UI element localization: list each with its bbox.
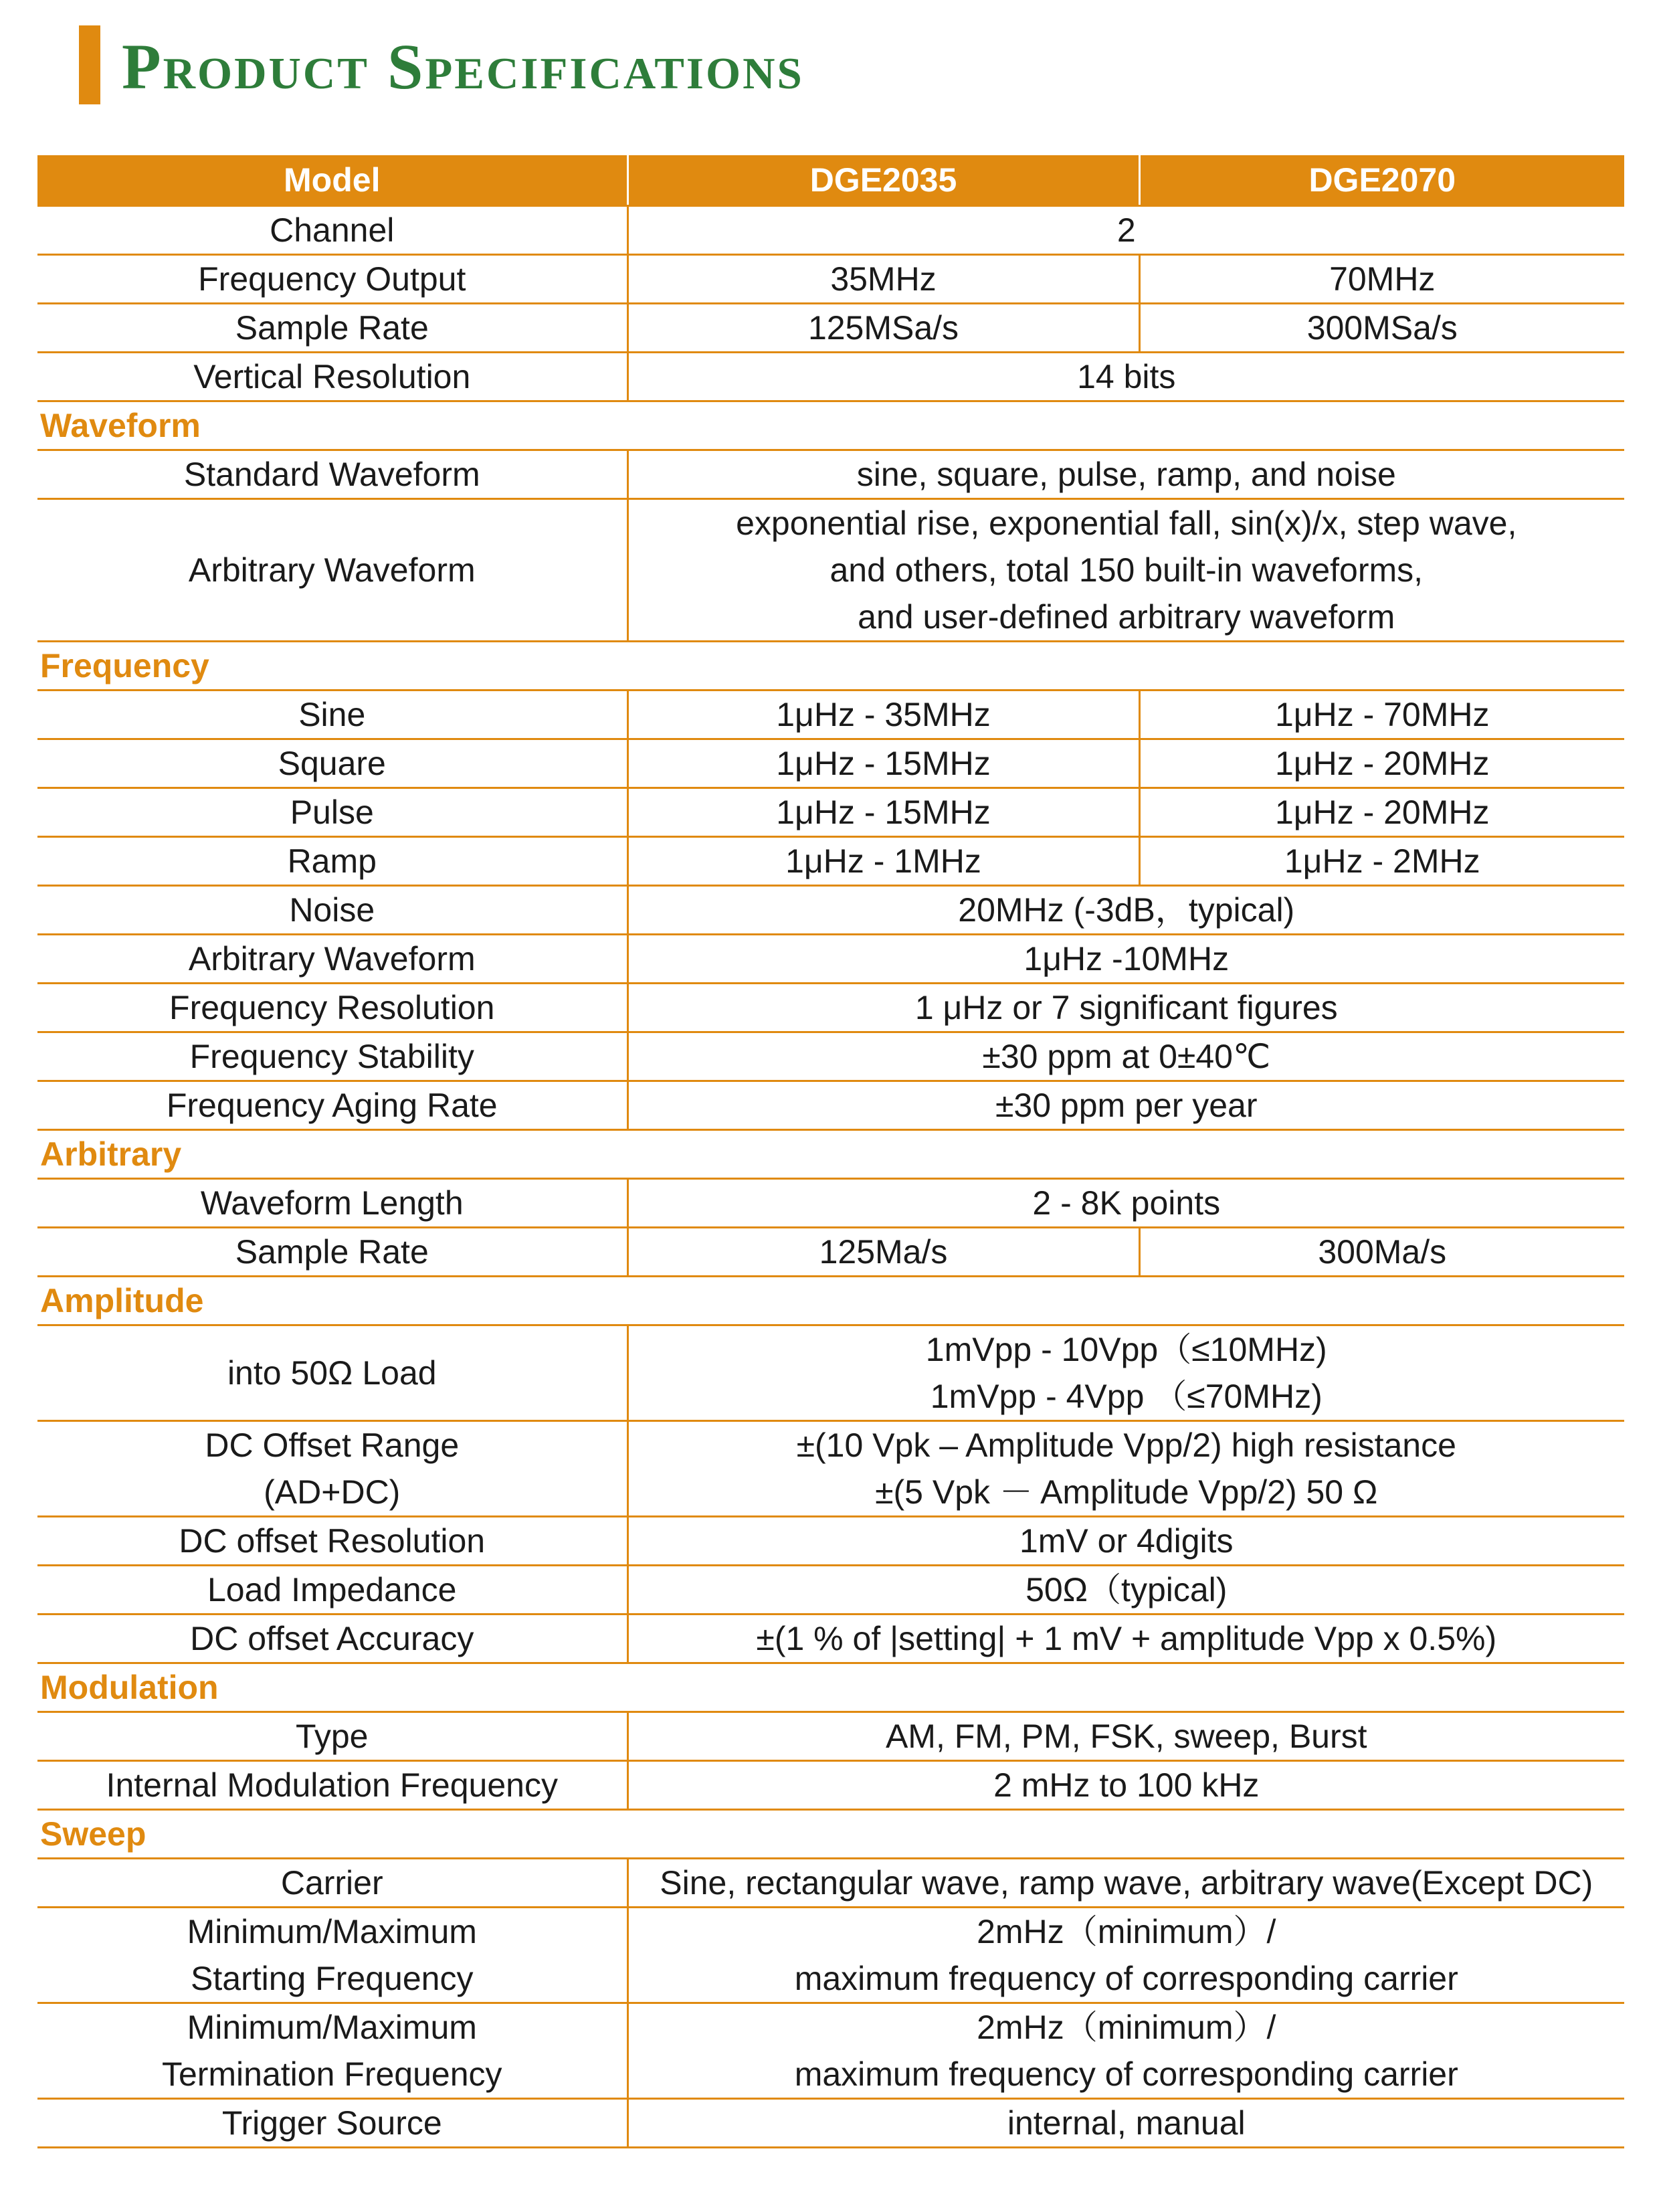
- header-model: Model: [37, 155, 627, 206]
- value-line: ±(5 Vpk － Amplitude Vpp/2) 50 Ω: [875, 1473, 1378, 1511]
- row-value-dge2070: 1μHz - 20MHz: [1139, 739, 1624, 788]
- row-value: internal, manual: [627, 2099, 1624, 2148]
- row-value-dge2070: 300MSa/s: [1139, 304, 1624, 353]
- value-line: maximum frequency of corresponding carrier: [794, 1960, 1458, 1997]
- row-value-dge2035: 1μHz - 15MHz: [627, 739, 1139, 788]
- table-row: [37, 2003, 1624, 2099]
- row-label: [37, 2003, 627, 2099]
- table-row: [37, 1615, 1624, 1663]
- row-value: [627, 1908, 1624, 2003]
- row-label: Frequency Output: [37, 255, 627, 304]
- value-line: maximum frequency of corresponding carrier: [794, 2055, 1458, 2093]
- row-value: sine, square, pulse, ramp, and noise: [627, 450, 1624, 499]
- section-row: [37, 1663, 1624, 1712]
- row-label: Carrier: [37, 1859, 627, 1908]
- section-heading-waveform: Waveform: [37, 401, 1624, 450]
- section-heading-frequency: Frequency: [37, 642, 1624, 690]
- row-value-dge2035: 35MHz: [627, 255, 1139, 304]
- row-value: [627, 499, 1624, 642]
- table-row: [37, 690, 1624, 739]
- table-row: [37, 1325, 1624, 1421]
- row-label: Waveform Length: [37, 1179, 627, 1228]
- value-line: 1mVpp - 10Vpp（≤10MHz): [925, 1331, 1327, 1368]
- row-label: Sine: [37, 690, 627, 739]
- row-label: Frequency Resolution: [37, 984, 627, 1032]
- label-line: Minimum/Maximum: [187, 2009, 477, 2046]
- row-value: 1μHz -10MHz: [627, 935, 1624, 984]
- row-label: Standard Waveform: [37, 450, 627, 499]
- value-line: and others, total 150 built-in waveforms,: [830, 551, 1424, 589]
- table-row: [37, 935, 1624, 984]
- header-row: [37, 155, 1624, 206]
- row-label: Frequency Stability: [37, 1032, 627, 1081]
- table-row: [37, 255, 1624, 304]
- section-row: [37, 1277, 1624, 1325]
- section-row: [37, 1810, 1624, 1859]
- table-row: [37, 304, 1624, 353]
- row-label: Channel: [37, 206, 627, 255]
- value-line: 2mHz（minimum）/: [977, 1913, 1276, 1950]
- header-dge2035: DGE2035: [627, 155, 1139, 206]
- row-value: ±30 ppm at 0±40℃: [627, 1032, 1624, 1081]
- row-value: ±(1 % of |setting| + 1 mV + amplitude Vpp x 0.5%): [627, 1615, 1624, 1663]
- value-line: and user-defined arbitrary waveform: [858, 598, 1395, 636]
- row-value: Sine, rectangular wave, ramp wave, arbitrary wave(Except DC): [627, 1859, 1624, 1908]
- row-value-dge2070: 1μHz - 70MHz: [1139, 690, 1624, 739]
- label-line: Minimum/Maximum: [187, 1913, 477, 1950]
- value-line: ±(10 Vpk – Amplitude Vpp/2) high resistance: [796, 1426, 1456, 1464]
- table-row: [37, 984, 1624, 1032]
- table-row: [37, 1032, 1624, 1081]
- row-value: 50Ω（typical): [627, 1566, 1624, 1615]
- row-value-dge2070: 1μHz - 2MHz: [1139, 837, 1624, 886]
- table-row: [37, 1179, 1624, 1228]
- row-label: Sample Rate: [37, 1228, 627, 1277]
- table-row: [37, 353, 1624, 401]
- label-line: (AD+DC): [264, 1473, 401, 1511]
- table-row: [37, 1566, 1624, 1615]
- row-label: Type: [37, 1712, 627, 1761]
- row-label: Pulse: [37, 788, 627, 837]
- section-row: [37, 1130, 1624, 1179]
- row-value-dge2035: 1μHz - 35MHz: [627, 690, 1139, 739]
- row-label: Sample Rate: [37, 304, 627, 353]
- table-row: [37, 1081, 1624, 1130]
- row-value: 20MHz (-3dB，typical): [627, 886, 1624, 935]
- row-value-dge2035: 125MSa/s: [627, 304, 1139, 353]
- table-row: [37, 1228, 1624, 1277]
- table-row: [37, 788, 1624, 837]
- row-label: Load Impedance: [37, 1566, 627, 1615]
- row-value: 2 - 8K points: [627, 1179, 1624, 1228]
- header-dge2070: DGE2070: [1139, 155, 1624, 206]
- row-label: Internal Modulation Frequency: [37, 1761, 627, 1810]
- table-row: [37, 1712, 1624, 1761]
- row-value: 14 bits: [627, 353, 1624, 401]
- row-label: Frequency Aging Rate: [37, 1081, 627, 1130]
- row-value-dge2070: 70MHz: [1139, 255, 1624, 304]
- row-value: [627, 1325, 1624, 1421]
- label-line: Termination Frequency: [161, 2055, 502, 2093]
- table-row: [37, 1761, 1624, 1810]
- table-row: [37, 739, 1624, 788]
- row-value-dge2035: 1μHz - 15MHz: [627, 788, 1139, 837]
- row-label: Square: [37, 739, 627, 788]
- row-label: [37, 1908, 627, 2003]
- row-value-dge2035: 125Ma/s: [627, 1228, 1139, 1277]
- table-row: [37, 499, 1624, 642]
- row-value: ±30 ppm per year: [627, 1081, 1624, 1130]
- row-value: 2: [627, 206, 1624, 255]
- row-label: DC offset Resolution: [37, 1517, 627, 1566]
- table-row: [37, 1421, 1624, 1517]
- table-row: [37, 1859, 1624, 1908]
- table-row: [37, 1908, 1624, 2003]
- label-line: Starting Frequency: [191, 1960, 474, 1997]
- row-label: Trigger Source: [37, 2099, 627, 2148]
- row-label: Noise: [37, 886, 627, 935]
- row-value-dge2035: 1μHz - 1MHz: [627, 837, 1139, 886]
- table-row: [37, 450, 1624, 499]
- label-line: DC Offset Range: [205, 1426, 460, 1464]
- value-line: exponential rise, exponential fall, sin(x)/x, step wave,: [736, 504, 1517, 542]
- table-row: [37, 206, 1624, 255]
- row-value: [627, 2003, 1624, 2099]
- section-heading-modulation: Modulation: [37, 1663, 1624, 1712]
- section-heading-arbitrary: Arbitrary: [37, 1130, 1624, 1179]
- row-label: into 50Ω Load: [37, 1325, 627, 1421]
- row-label: Arbitrary Waveform: [37, 935, 627, 984]
- table-row: [37, 1517, 1624, 1566]
- row-label: [37, 1421, 627, 1517]
- row-value: AM, FM, PM, FSK, sweep, Burst: [627, 1712, 1624, 1761]
- row-label: Ramp: [37, 837, 627, 886]
- table-row: [37, 2099, 1624, 2148]
- page-title: Product Specifications: [122, 31, 804, 102]
- title-accent-bar: [79, 25, 100, 104]
- row-label: Vertical Resolution: [37, 353, 627, 401]
- row-value: [627, 1421, 1624, 1517]
- row-value-dge2070: 300Ma/s: [1139, 1228, 1624, 1277]
- row-value: 2 mHz to 100 kHz: [627, 1761, 1624, 1810]
- section-row: [37, 642, 1624, 690]
- value-line: 2mHz（minimum）/: [977, 2009, 1276, 2046]
- spec-table: [37, 155, 1624, 2148]
- row-value: 1mV or 4digits: [627, 1517, 1624, 1566]
- table-row: [37, 837, 1624, 886]
- table-row: [37, 886, 1624, 935]
- row-label: Arbitrary Waveform: [37, 499, 627, 642]
- section-heading-amplitude: Amplitude: [37, 1277, 1624, 1325]
- value-line: 1mVpp - 4Vpp （≤70MHz): [930, 1378, 1323, 1415]
- section-row: [37, 401, 1624, 450]
- section-heading-sweep: Sweep: [37, 1810, 1624, 1859]
- row-value-dge2070: 1μHz - 20MHz: [1139, 788, 1624, 837]
- row-value: 1 μHz or 7 significant figures: [627, 984, 1624, 1032]
- row-label: DC offset Accuracy: [37, 1615, 627, 1663]
